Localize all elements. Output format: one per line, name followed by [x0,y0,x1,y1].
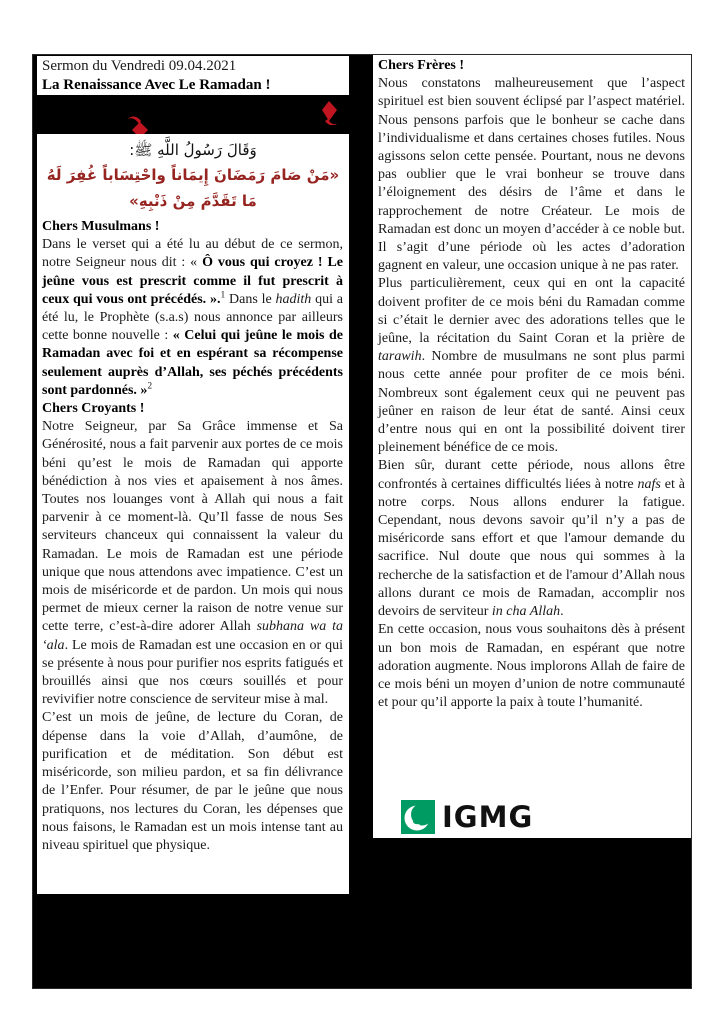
paragraph: Notre Seigneur, par Sa Grâce immense et Sa Générosité, nous a fait parvenir aux portes de ce mois béni qu’est le mois de Ramadan qui apporte bénédiction à nos vies et apaisement à nos âmes. Toutes nos louanges vont à Allah qui nous a fait parvenir à ce moment-là. Qu’Il fasse de nous Ses serviteurs chanceux qui connaissent la valeur du Ramadan. Le mois de Ramadan est une période unique que nous attendons avec impatience. C’est un mois de miséricorde et de pardon. Un mois qui nous permet de mieux cerner la raison de notre venue sur cette terre, c’est-à-dire adorer Allah subhana wa ta ‘ala. Le mois de Ramadan est une occasion en or qui se présente à nous pour purifier nos esprits fatigués et brouillés ainsi que nos cœurs souillés et pour revivifier notre conscience de serviteur mise à mal. [42,419,343,708]
sermon-date: Sermon du Vendredi 09.04.2021 [42,58,237,74]
paragraph: Bien sûr, durant cette période, nous allons être confrontés à certaines difficultés liées à notre nafs et à notre corps. Nous allons endurer la fatigue. Cependant, nous devons savoir qu’il n’y a pas de miséricorde sans effort et que l'amour demande du sacrifice. Nul doute que nous qui sommes à la recherche de la satisfaction et de l'amour d’Allah nous allons durant ce mois de Ramadan, accomplir nos devoirs de serviteur in cha Allah. [378,458,685,620]
right-column [373,55,691,838]
hadith-arabic-intro: وَقَالَ رَسُولُ اللَّهِ ﷺ: [129,141,257,159]
paragraph: Plus particulièrement, ceux qui en ont la capacité doivent profiter de ce mois béni du Ramadan comme si c’était le dernier avec des adorations telles que le jeûne, la récitation du Saint Coran et la prière de tarawih. Nombre de musulmans ne sont plus parmi nous cette année pour profiter de ce mois béni. Nombreux sont également ceux qui ne peuvent pas jeûner en raison de leur état de santé. Ainsi ceux d’entre nous qui en ont la possibilité doivent tirer pleinement bénéfice de ce mois. [378,276,685,456]
paragraph: C’est un mois de jeûne, de lecture du Coran, de dépense dans la voie d’Allah, d’aumône, de purification et de méditation. Son début est miséricorde, son milieu pardon, et sa fin délivrance de l’Enfer. Pour résumer, de par le jeûne que nous pratiquons, nos lectures du Coran, les dépenses que nous faisons, le Ramadan est un mois intense tant au niveau spirituel que physique. [42,710,343,853]
sermon-header [37,56,349,95]
left-column-text [37,216,349,855]
igmg-logo-icon [401,800,435,834]
sermon-content-area [33,55,691,988]
igmg-logo [399,797,543,837]
paragraph-heading: Chers Frères ! [378,58,465,73]
decorative-banner [37,95,383,134]
right-column-text [373,55,691,712]
paragraph: Nous constatons malheureusement que l’aspect spirituel est bien souvent éclipsé par l’aspect matériel. Nous pensons parfois que le bonheur se cache dans l’individualisme et dans certaines choses futiles. Nous agissons selon cette pensée. Pourtant, nous ne devons pas oublier que le vrai bonheur se trouve dans l’éloignement des désirs de l’âme et dans le rapprochement de notre Créateur. Le mois de Ramadan est donc un moyen d’accéder à ce noble but. Il s’agit d’une période où les actes d’adoration gagnent en valeur, une occasion unique à ne pas rater. [378,76,685,274]
paragraph: Dans le verset qui a été lu au début de ce sermon, notre Seigneur nous dit : « Ô vous qui croyez ! Le jeûne vous est prescrit comme il fut prescrit à ceux qui vous ont précédés. ».$^1$ Dans le hadith qui a été lu, le Prophète (s.a.s) nous annonce par ailleurs cette bonne nouvelle : « Celui qui jeûne le mois de Ramadan avec foi et en espérant sa récompense seulement auprès d’Allah, ses péchés précédents sont pardonnés. »$^2$ [42,237,343,398]
red-diamond-right-icon [317,97,341,130]
paragraph: En cette occasion, nous vous souhaitons dès à présent un bon mois de Ramadan, en espérant que notre adoration augmente. Nous implorons Allah de faire de ce mois béni un moyen d’union de notre communauté et pour qu’il apporte la paix à toute l’humanité. [378,622,685,711]
sermon-title: La Renaissance Avec Le Ramadan ! [42,77,271,93]
paragraph-heading: Chers Musulmans ! [42,219,160,234]
hadith-arabic-text: «مَنْ صَامَ رَمَضَانَ إِيمَاناً واحْتِسَاباً غُفِرَ لَهُ مَا تَقَدَّمَ مِنْ ذَنْبِهِ» [46,166,340,210]
paragraph-heading: Chers Croyants ! [42,401,145,417]
left-column [37,134,349,894]
igmg-logo-text: IGMG [442,799,534,835]
